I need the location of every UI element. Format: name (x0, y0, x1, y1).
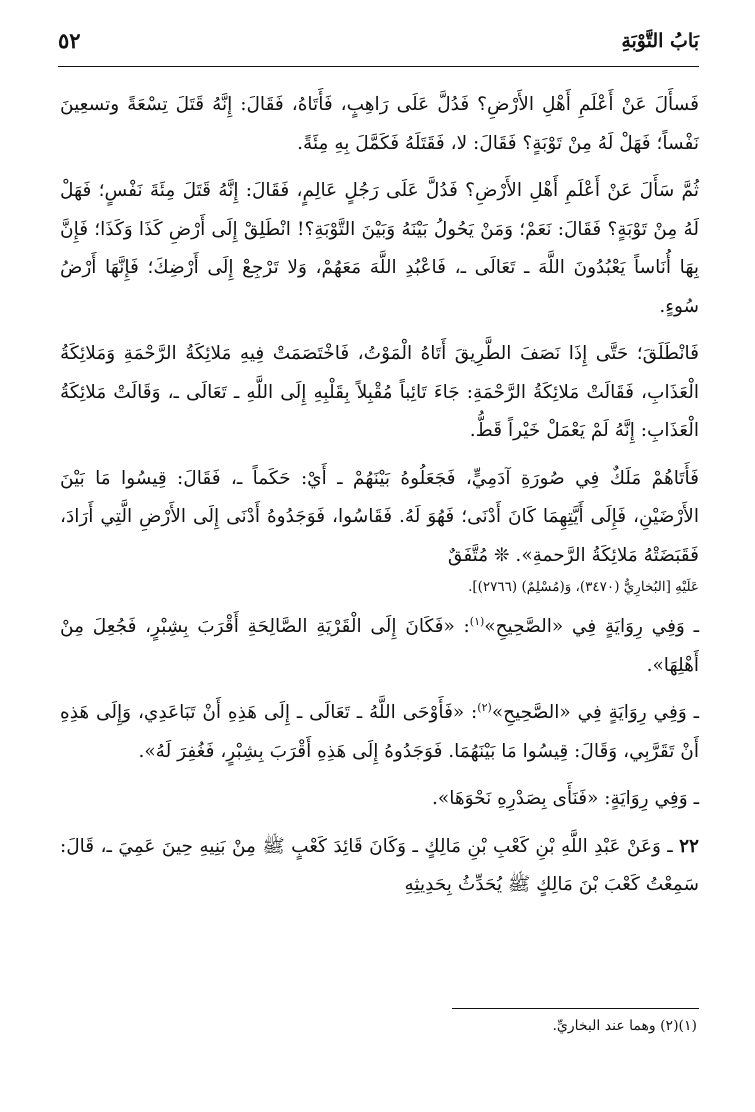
source-reference: عَلَيْهِ [البُخارِيُّ (٣٤٧٠)، وَ(مُسْلِمٌ) (٢٧٦٦)]. (468, 579, 699, 595)
chapter-title: بَابُ التَّوْبَةِ (621, 30, 699, 52)
hadith-text: ـ وَعَنْ عَبْدِ اللَّهِ بْنِ كَعْبِ بْنِ مَالِكٍ ـ وَكَانَ قَائِدَ كَعْبٍ ﷺ مِنْ بَنِيهِ حِينَ عَمِيَ ـ، قَالَ: سَمِعْتُ كَعْبَ بْنَ مَالِكٍ ﷺ يُحَدِّثُ بِحَدِيثِهِ (60, 835, 699, 895)
hadith (60, 828, 699, 905)
paragraph: ثُمَّ سَأَلَ عَنْ أَعْلَمِ أَهْلِ الأَرْضِ؟ فَدُلَّ عَلَى رَجُلٍ عَالِمٍ، فَقَالَ: إِنَّهُ قَتَلَ مِئَةَ نَفْسٍ؛ فَهَلْ لَهُ مِنْ تَوْبَةٍ؟ فَقَالَ: نَعَمْ؛ وَمَنْ يَحُولُ بَيْنَهُ وَبَيْنَ التَّوْبَةِ؟! انْطَلِقْ إِلَى أَرْضِ كَذَا وَكَذَا؛ فَإِنَّ بِهَا أُنَاساً يَعْبُدُونَ اللَّهَ ـ تَعَالَى ـ، فَاعْبُدِ اللَّهَ مَعَهُمْ، وَلا تَرْجِعْ إِلَى أَرْضِكَ؛ فَإِنَّهَا أَرْضُ سُوءٍ. (60, 180, 699, 317)
footnote: (١)(٢) وهما عند البخاريِّ. (552, 1018, 697, 1034)
hadith-number: ٢٢ (679, 835, 699, 857)
narration (60, 608, 699, 685)
narration-intro: ـ وَفِي رِوَايَةٍ فِي «الصَّحِيحِ» (491, 702, 700, 723)
page-number: ٥٢ (58, 28, 81, 53)
narration-text: : «فَكَانَ إِلَى الْقَرْيَةِ الصَّالِحَةِ أَقْرَبَ بِشِبْرٍ، فَجُعِلَ مِنْ أَهْلِهَا». (60, 616, 699, 676)
narration (60, 694, 699, 771)
page-header (58, 22, 699, 67)
footnote-marker: (١) (469, 614, 485, 628)
page-body (60, 86, 699, 914)
narration-intro: ـ وَفِي رِوَايَةٍ: «فَنَأَى بِصَدْرِهِ نَحْوَهَا». (432, 788, 699, 809)
footnote-marker: (٢) (477, 700, 492, 714)
paragraph: فَسأَلَ عَنْ أَعْلَمِ أَهْلِ الأَرْضِ؟ فَدُلَّ عَلَى رَاهِبٍ، فَأَتَاهُ، فَقَالَ: إِنَّهُ قَتَلَ تِسْعَةً وتسعِينَ نَفْساً؛ فَهَلْ لَهُ مِنْ تَوْبَةٍ؟ فَقَالَ: لا، فَقَتَلَهُ فَكَمَّلَ بِهِ مِئَةً. (60, 94, 699, 154)
paragraph: فَانْطَلَقَ؛ حَتَّى إِذَا نَصَفَ الطَّرِيقَ أَتَاهُ الْمَوْتُ، فَاخْتَصَمَتْ فِيهِ مَلائِكَةُ الرَّحْمَةِ وَمَلائِكَةُ الْعَذَابِ، فَقَالَتْ مَلائِكَةُ الرَّحْمَةِ: جَاءَ تَائِباً مُقْبِلاً بِقَلْبِهِ إِلَى اللَّهِ ـ تَعَالَى ـ، وَقَالَتْ مَلائِكَةُ الْعَذَابِ: إِنَّهُ لَمْ يَعْمَلْ خَيْراً قَطُّ. (60, 343, 699, 441)
footnote-divider (452, 1008, 699, 1009)
paragraph: فَأَتَاهُمْ مَلَكٌ فِي صُورَةِ آدَمِيٍّ، فَجَعَلُوهُ بَيْنَهُمْ ـ أَيْ: حَكَماً ـ، فَقَالَ: قِيسُوا مَا بَيْنَ الأَرْضَيْنِ، فَإِلَى أَيَّتِهِمَا كَانَ أَدْنَى؛ فَهُوَ لَهُ. فَقَاسُوا، فَوَجَدُوهُ أَدْنَى إِلَى الأَرْضِ الَّتِي أَرَادَ، فَقَبَضَتْهُ مَلائِكَةُ الرَّحمةِ». ❊ مُتَّفَقٌ (60, 467, 699, 566)
narration (60, 780, 699, 819)
narration-intro: ـ وَفِي رِوَايَةٍ فِي «الصَّحِيحِ» (484, 616, 699, 637)
narration-text: : «فَأَوْحَى اللَّهُ ـ تَعَالَى ـ إِلَى هَذِهِ أَنْ تَبَاعَدِي، وَإِلَى هَذِهِ أَنْ تَقَرَّبِي، وَقَالَ: قِيسُوا مَا بَيْنَهُمَا. فَوَجَدُوهُ إِلَى هَذِهِ أَقْرَبَ بِشِبْرٍ، فَغُفِرَ لَهُ». (60, 702, 699, 762)
